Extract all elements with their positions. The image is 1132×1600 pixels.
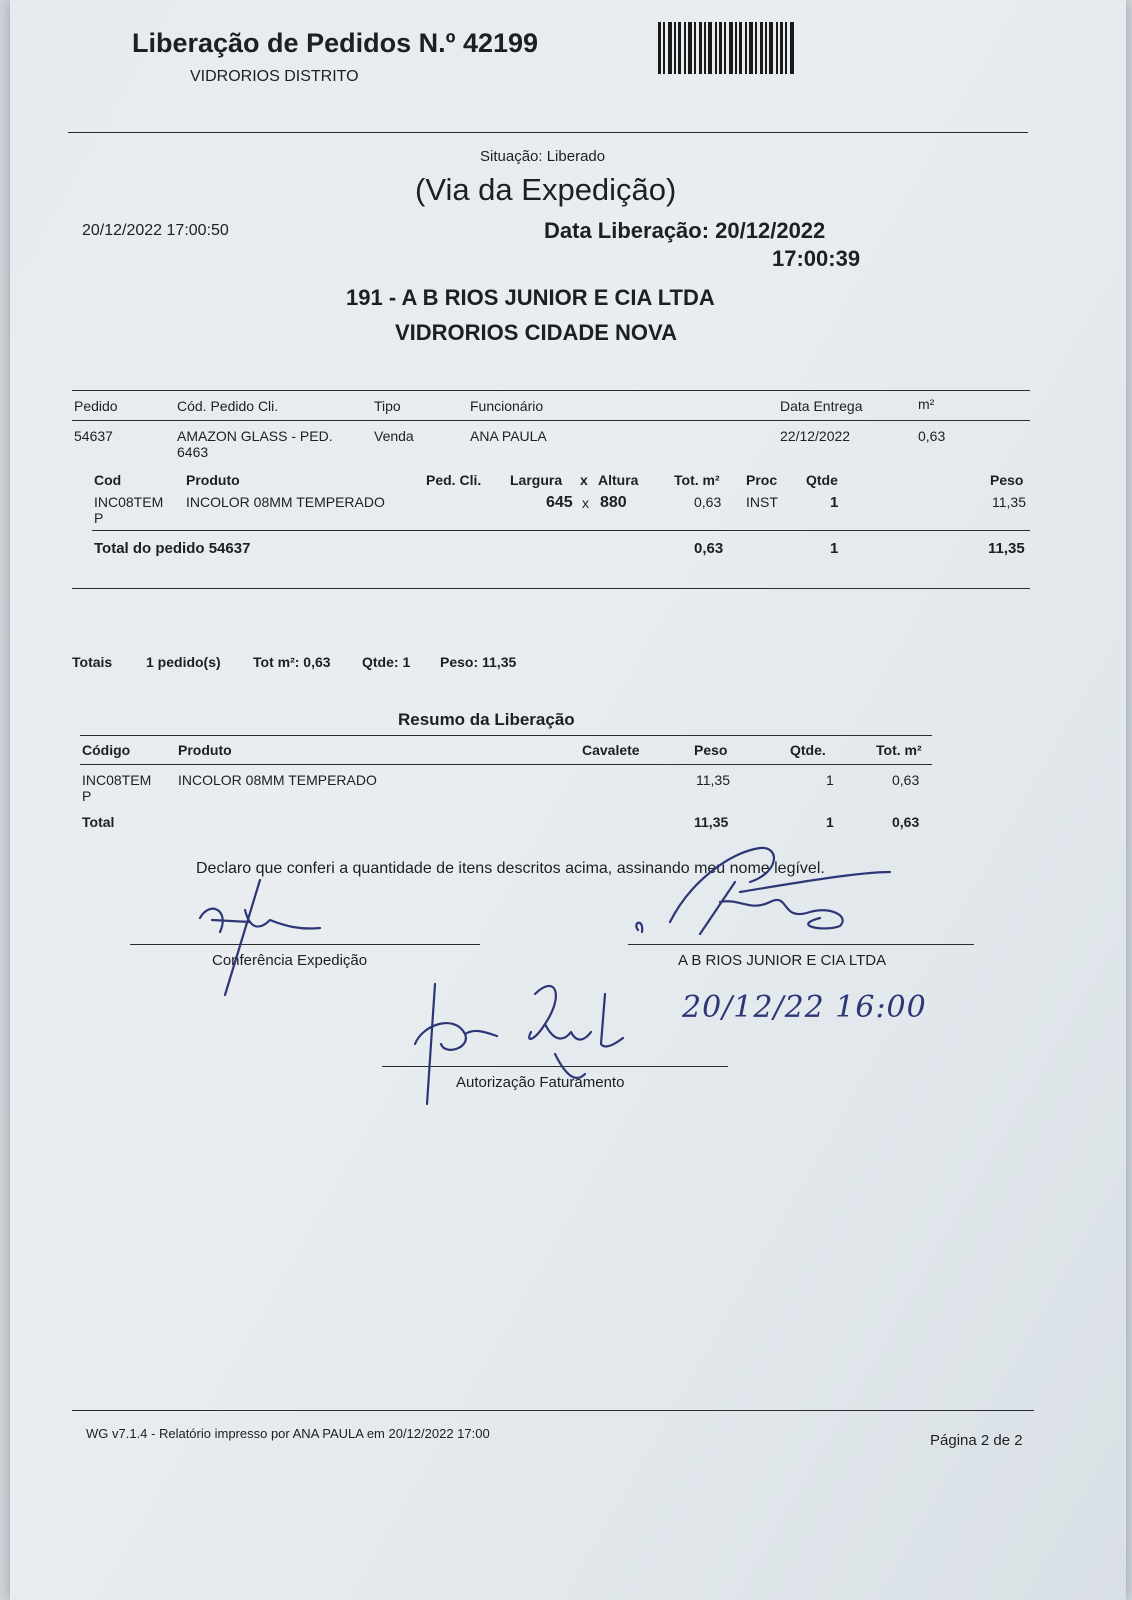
release-date: Data Liberação: 20/12/2022: [544, 218, 826, 243]
summary-header-qtde: Qtde.: [790, 742, 826, 758]
summary-code-cont: P: [82, 788, 92, 804]
col-header-pedido: Pedido: [74, 398, 118, 414]
summary-product: INCOLOR 08MM TEMPERADO: [178, 772, 377, 788]
col-header-m2: m²: [918, 396, 935, 412]
totals-label: Totais: [72, 654, 113, 670]
summary-weight: 11,35: [696, 772, 730, 788]
col-header-funcionario: Funcionário: [470, 398, 544, 414]
client-name: 191 - A B RIOS JUNIOR E CIA LTDA: [346, 285, 715, 310]
status-text: Situação: Liberado: [480, 148, 606, 165]
summary-header-produto: Produto: [178, 742, 232, 758]
item-header-tot-m2: Tot. m²: [674, 472, 720, 488]
totals-qtde: Qtde: 1: [362, 654, 411, 670]
client-order-code-cont: 6463: [177, 444, 209, 460]
order-total-weight: 11,35: [988, 540, 1025, 557]
document-title: Liberação de Pedidos N.º 42199: [132, 28, 539, 58]
summary-header-peso: Peso: [694, 742, 728, 758]
divider: [92, 530, 1030, 531]
item-qtde: 1: [830, 494, 839, 511]
summary-total-label: Total: [82, 814, 115, 830]
summary-m2: 0,63: [892, 772, 920, 788]
col-header-cod-pedido-cli: Cód. Pedido Cli.: [177, 398, 279, 414]
delivery-date: 22/12/2022: [780, 428, 851, 444]
item-weight: 11,35: [992, 494, 1026, 510]
divider: [72, 1410, 1034, 1411]
item-process: INST: [746, 494, 778, 510]
item-header-produto: Produto: [186, 472, 240, 488]
summary-total-qtde: 1: [826, 814, 834, 830]
item-height: 880: [600, 494, 627, 511]
order-total-m2: 0,63: [694, 540, 724, 557]
summary-total-m2: 0,63: [892, 814, 920, 830]
divider: [72, 588, 1030, 589]
order-total-label: Total do pedido 54637: [94, 540, 251, 557]
branch-name: VIDRORIOS DISTRITO: [190, 68, 359, 85]
item-header-proc: Proc: [746, 472, 778, 488]
document-sheet: [10, 0, 1126, 1600]
summary-header-codigo: Código: [82, 742, 131, 758]
page-number: Página 2 de 2: [930, 1432, 1023, 1449]
divider: [80, 735, 932, 736]
item-header-peso: Peso: [990, 472, 1024, 488]
totals-weight: Peso: 11,35: [440, 654, 517, 670]
handwritten-signature-conferencia: [190, 870, 330, 1000]
release-time: 17:00:39: [772, 246, 861, 271]
order-m2: 0,63: [918, 428, 946, 444]
summary-total-weight: 11,35: [694, 814, 729, 830]
item-header-ped-cli: Ped. Cli.: [426, 472, 482, 488]
item-code: INC08TEM: [94, 494, 164, 510]
divider: [68, 132, 1028, 133]
item-product: INCOLOR 08MM TEMPERADO: [186, 494, 385, 510]
summary-header-tot-m2: Tot. m²: [876, 742, 922, 758]
summary-qtde: 1: [826, 772, 834, 788]
summary-title: Resumo da Liberação: [398, 710, 575, 729]
client-order-code: AMAZON GLASS - PED.: [177, 428, 333, 444]
signature-label-cliente: A B RIOS JUNIOR E CIA LTDA: [678, 952, 887, 969]
handwritten-date: 20/12/22 16:00: [682, 990, 927, 1025]
totals-m2: Tot m²: 0,63: [253, 654, 331, 670]
employee: ANA PAULA: [470, 428, 547, 444]
divider: [72, 420, 1030, 421]
item-width: 645: [546, 494, 573, 511]
item-x: x: [582, 495, 589, 511]
copy-label: (Via da Expedição): [415, 172, 677, 207]
col-header-data-entrega: Data Entrega: [780, 398, 863, 414]
item-header-cod: Cod: [94, 472, 122, 488]
handwritten-signature-autorizacao: [405, 974, 645, 1114]
barcode: [658, 22, 830, 74]
col-header-tipo: Tipo: [374, 398, 401, 414]
client-store: VIDRORIOS CIDADE NOVA: [395, 320, 677, 345]
order-number: 54637: [74, 428, 113, 444]
signature-label-conferencia: Conferência Expedição: [212, 952, 368, 969]
summary-header-cavalete: Cavalete: [582, 742, 640, 758]
divider: [80, 764, 932, 765]
item-header-qtde: Qtde: [806, 472, 838, 488]
item-code-cont: P: [94, 510, 104, 526]
signature-label-autorizacao: Autorização Faturamento: [456, 1074, 625, 1091]
footer-print-info: WG v7.1.4 - Relatório impresso por ANA PAULA em 20/12/2022 17:00: [86, 1426, 490, 1441]
item-header-x: x: [580, 472, 588, 488]
print-timestamp: 20/12/2022 17:00:50: [82, 222, 229, 239]
summary-code: INC08TEM: [82, 772, 152, 788]
declaration-text: Declaro que conferi a quantidade de itens descritos acima, assinando meu nome legível.: [196, 860, 825, 877]
item-header-altura: Altura: [598, 472, 639, 488]
divider: [72, 390, 1030, 391]
order-type: Venda: [374, 428, 414, 444]
item-header-largura: Largura: [510, 472, 563, 488]
handwritten-signature-cliente: [630, 842, 910, 952]
item-tot-m2: 0,63: [694, 494, 722, 510]
order-total-qtde: 1: [830, 540, 839, 557]
totals-orders: 1 pedido(s): [146, 654, 221, 670]
